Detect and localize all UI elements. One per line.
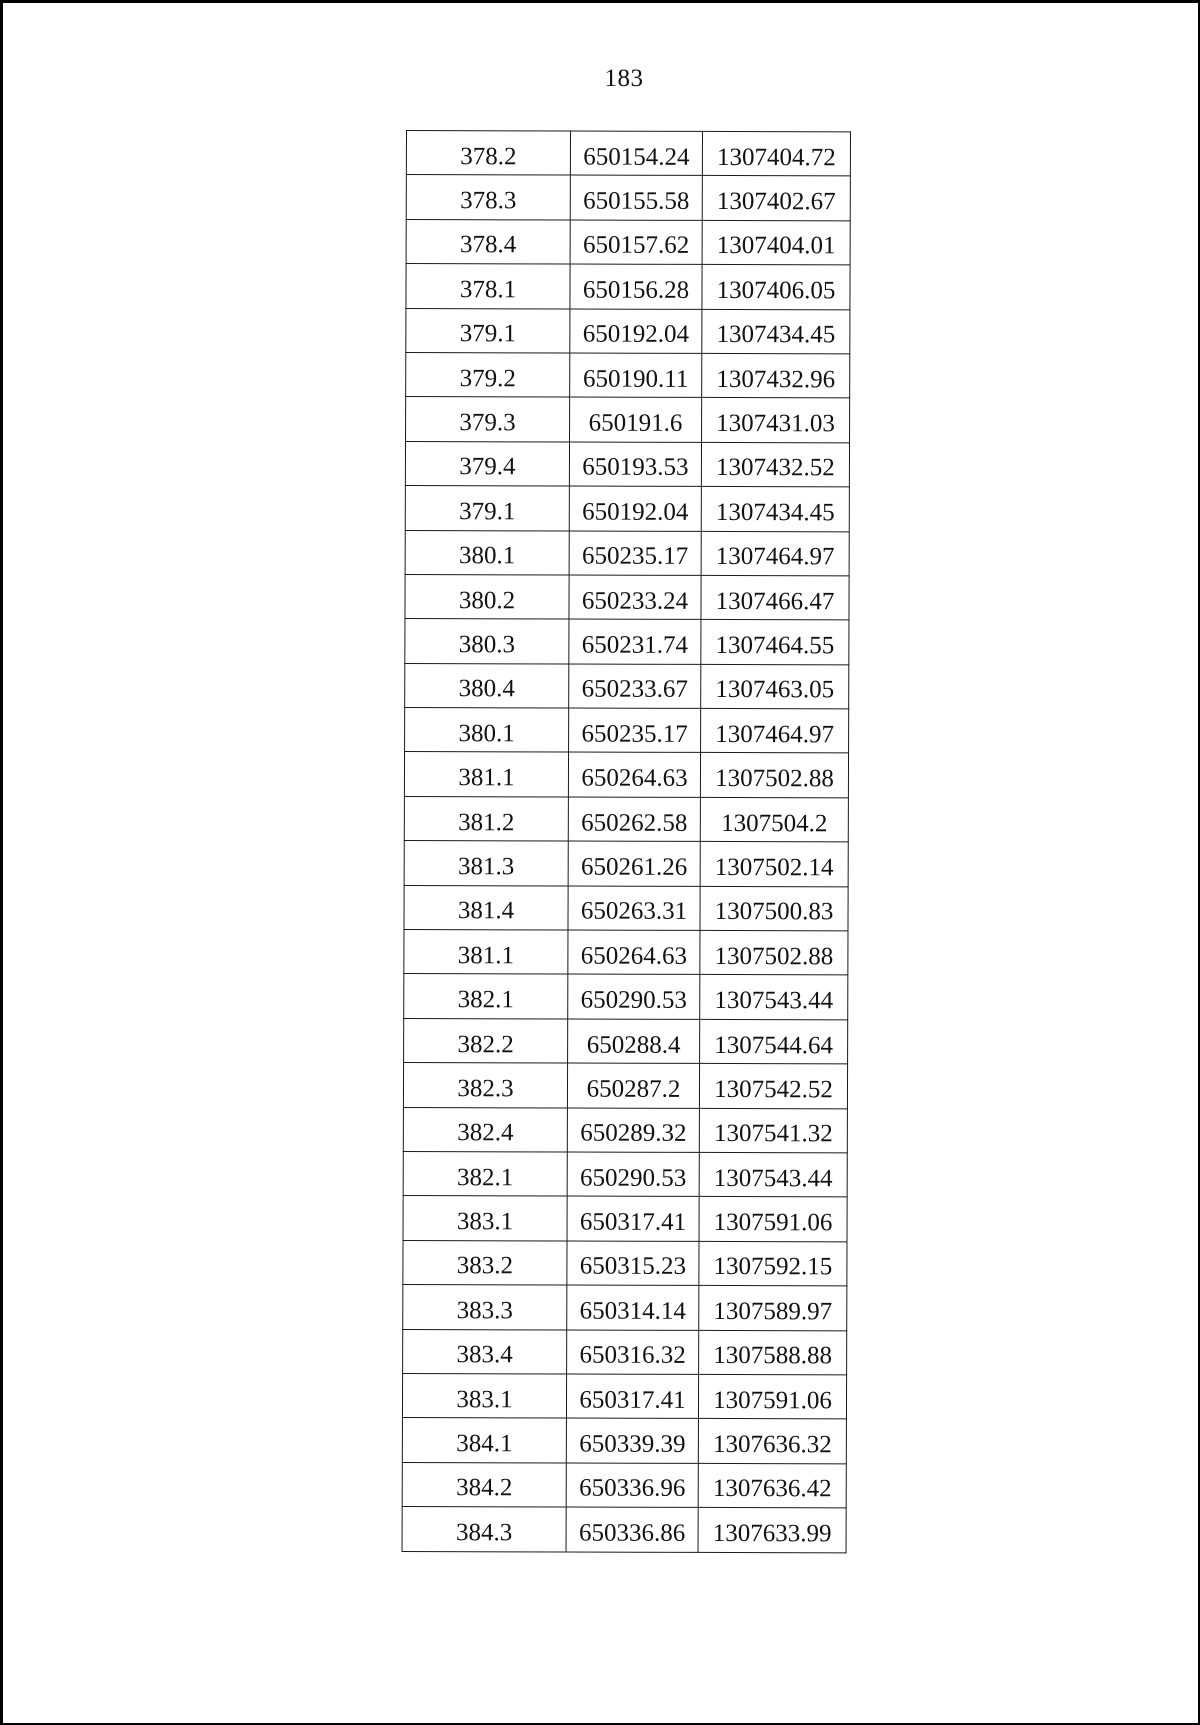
y-coordinate-cell: 1307404.72 bbox=[702, 131, 850, 176]
point-id-cell: 378.4 bbox=[406, 219, 570, 264]
y-coordinate-cell: 1307591.06 bbox=[698, 1374, 846, 1419]
point-id-cell: 381.1 bbox=[404, 752, 568, 797]
x-coordinate-cell: 650288.4 bbox=[568, 1019, 700, 1064]
x-coordinate-cell: 650290.53 bbox=[567, 1152, 699, 1197]
x-coordinate-cell: 650317.41 bbox=[566, 1374, 698, 1419]
table-row bbox=[406, 219, 850, 265]
y-coordinate-cell: 1307591.06 bbox=[699, 1197, 847, 1242]
table-row bbox=[405, 619, 849, 665]
coordinate-table-body bbox=[402, 131, 850, 1553]
y-coordinate-cell: 1307541.32 bbox=[699, 1108, 847, 1153]
point-id-cell: 382.1 bbox=[403, 1151, 567, 1196]
x-coordinate-cell: 650231.74 bbox=[569, 619, 701, 664]
point-id-cell: 378.3 bbox=[406, 175, 570, 220]
table-row bbox=[404, 796, 848, 842]
y-coordinate-cell: 1307464.97 bbox=[701, 709, 849, 754]
point-id-cell: 379.4 bbox=[405, 441, 569, 486]
table-row bbox=[405, 441, 849, 487]
point-id-cell: 381.3 bbox=[404, 841, 568, 886]
point-id-cell: 379.3 bbox=[406, 397, 570, 442]
y-coordinate-cell: 1307542.52 bbox=[699, 1064, 847, 1109]
point-id-cell: 383.3 bbox=[403, 1285, 567, 1330]
y-coordinate-cell: 1307464.97 bbox=[701, 531, 849, 576]
point-id-cell: 382.4 bbox=[403, 1107, 567, 1152]
table-row bbox=[403, 1063, 847, 1109]
table-row bbox=[402, 1418, 846, 1464]
x-coordinate-cell: 650155.58 bbox=[570, 175, 702, 220]
y-coordinate-cell: 1307406.05 bbox=[702, 265, 850, 310]
y-coordinate-cell: 1307434.45 bbox=[701, 487, 849, 532]
point-id-cell: 380.1 bbox=[405, 708, 569, 753]
table-row bbox=[404, 974, 848, 1020]
table-row bbox=[404, 752, 848, 798]
y-coordinate-cell: 1307502.88 bbox=[700, 753, 848, 798]
point-id-cell: 382.1 bbox=[404, 974, 568, 1019]
x-coordinate-cell: 650264.63 bbox=[568, 752, 700, 797]
y-coordinate-cell: 1307432.96 bbox=[702, 353, 850, 398]
x-coordinate-cell: 650261.26 bbox=[568, 841, 700, 886]
x-coordinate-cell: 650192.04 bbox=[569, 486, 701, 531]
y-coordinate-cell: 1307633.99 bbox=[698, 1508, 846, 1553]
table-row bbox=[403, 1151, 847, 1197]
y-coordinate-cell: 1307466.47 bbox=[701, 575, 849, 620]
x-coordinate-cell: 650157.62 bbox=[570, 220, 702, 265]
point-id-cell: 384.2 bbox=[402, 1462, 566, 1507]
x-coordinate-cell: 650156.28 bbox=[570, 264, 702, 309]
point-id-cell: 382.2 bbox=[404, 1018, 568, 1063]
x-coordinate-cell: 650316.32 bbox=[567, 1330, 699, 1375]
y-coordinate-cell: 1307434.45 bbox=[702, 309, 850, 354]
point-id-cell: 383.2 bbox=[403, 1240, 567, 1285]
x-coordinate-cell: 650262.58 bbox=[568, 797, 700, 842]
x-coordinate-cell: 650193.53 bbox=[569, 442, 701, 487]
point-id-cell: 381.2 bbox=[404, 796, 568, 841]
table-row bbox=[406, 264, 850, 310]
x-coordinate-cell: 650314.14 bbox=[567, 1285, 699, 1330]
point-id-cell: 383.4 bbox=[403, 1329, 567, 1374]
x-coordinate-cell: 650264.63 bbox=[568, 930, 700, 975]
table-row bbox=[403, 1285, 847, 1331]
table-row bbox=[406, 175, 850, 221]
y-coordinate-cell: 1307588.88 bbox=[699, 1330, 847, 1375]
x-coordinate-cell: 650339.39 bbox=[566, 1418, 698, 1463]
x-coordinate-cell: 650235.17 bbox=[569, 708, 701, 753]
x-coordinate-cell: 650235.17 bbox=[569, 531, 701, 576]
point-id-cell: 379.1 bbox=[406, 308, 570, 353]
y-coordinate-cell: 1307636.42 bbox=[698, 1463, 846, 1508]
table-row bbox=[405, 530, 849, 576]
table-row bbox=[405, 574, 849, 620]
table-row bbox=[404, 885, 848, 931]
y-coordinate-cell: 1307464.55 bbox=[701, 620, 849, 665]
table-row bbox=[406, 352, 850, 398]
y-coordinate-cell: 1307504.2 bbox=[700, 797, 848, 842]
y-coordinate-cell: 1307402.67 bbox=[702, 176, 850, 221]
table-row bbox=[402, 1507, 846, 1553]
x-coordinate-cell: 650317.41 bbox=[567, 1196, 699, 1241]
table-row bbox=[405, 708, 849, 754]
table-row bbox=[404, 1018, 848, 1064]
point-id-cell: 380.2 bbox=[405, 574, 569, 619]
point-id-cell: 384.1 bbox=[402, 1418, 566, 1463]
y-coordinate-cell: 1307431.03 bbox=[702, 398, 850, 443]
y-coordinate-cell: 1307432.52 bbox=[701, 442, 849, 487]
point-id-cell: 382.3 bbox=[403, 1063, 567, 1108]
x-coordinate-cell: 650289.32 bbox=[567, 1108, 699, 1153]
table-row bbox=[406, 308, 850, 354]
table-row bbox=[403, 1329, 847, 1375]
point-id-cell: 380.4 bbox=[405, 663, 569, 708]
page-number: 183 bbox=[604, 65, 644, 92]
table-row bbox=[406, 397, 850, 443]
x-coordinate-cell: 650191.6 bbox=[570, 397, 702, 442]
point-id-cell: 383.1 bbox=[402, 1373, 566, 1418]
table-row bbox=[404, 930, 848, 976]
point-id-cell: 380.1 bbox=[405, 530, 569, 575]
point-id-cell: 378.2 bbox=[406, 131, 570, 176]
y-coordinate-cell: 1307592.15 bbox=[699, 1241, 847, 1286]
x-coordinate-cell: 650315.23 bbox=[567, 1241, 699, 1286]
x-coordinate-cell: 650287.2 bbox=[567, 1063, 699, 1108]
point-id-cell: 378.1 bbox=[406, 264, 570, 309]
table-row bbox=[406, 131, 850, 177]
y-coordinate-cell: 1307636.32 bbox=[698, 1419, 846, 1464]
table-row bbox=[402, 1462, 846, 1508]
table-row bbox=[405, 663, 849, 709]
x-coordinate-cell: 650263.31 bbox=[568, 886, 700, 931]
y-coordinate-cell: 1307589.97 bbox=[699, 1286, 847, 1331]
coordinate-table bbox=[402, 130, 851, 1553]
point-id-cell: 379.1 bbox=[405, 486, 569, 531]
point-id-cell: 384.3 bbox=[402, 1507, 566, 1552]
table-row bbox=[403, 1240, 847, 1286]
y-coordinate-cell: 1307463.05 bbox=[701, 664, 849, 709]
y-coordinate-cell: 1307500.83 bbox=[700, 886, 848, 931]
y-coordinate-cell: 1307502.14 bbox=[700, 842, 848, 887]
x-coordinate-cell: 650336.96 bbox=[566, 1463, 698, 1508]
point-id-cell: 379.2 bbox=[406, 352, 570, 397]
table-row bbox=[405, 486, 849, 532]
x-coordinate-cell: 650192.04 bbox=[570, 309, 702, 354]
x-coordinate-cell: 650154.24 bbox=[570, 131, 702, 176]
x-coordinate-cell: 650290.53 bbox=[568, 974, 700, 1019]
point-id-cell: 381.4 bbox=[404, 885, 568, 930]
table-row bbox=[402, 1373, 846, 1419]
y-coordinate-cell: 1307404.01 bbox=[702, 220, 850, 265]
x-coordinate-cell: 650190.11 bbox=[570, 353, 702, 398]
point-id-cell: 383.1 bbox=[403, 1196, 567, 1241]
table-row bbox=[403, 1107, 847, 1153]
x-coordinate-cell: 650336.86 bbox=[566, 1507, 698, 1552]
point-id-cell: 380.3 bbox=[405, 619, 569, 664]
y-coordinate-cell: 1307543.44 bbox=[700, 975, 848, 1020]
table-row bbox=[403, 1196, 847, 1242]
y-coordinate-cell: 1307543.44 bbox=[699, 1152, 847, 1197]
y-coordinate-cell: 1307502.88 bbox=[700, 930, 848, 975]
table-row bbox=[404, 841, 848, 887]
x-coordinate-cell: 650233.67 bbox=[569, 664, 701, 709]
y-coordinate-cell: 1307544.64 bbox=[700, 1019, 848, 1064]
x-coordinate-cell: 650233.24 bbox=[569, 575, 701, 620]
point-id-cell: 381.1 bbox=[404, 930, 568, 975]
